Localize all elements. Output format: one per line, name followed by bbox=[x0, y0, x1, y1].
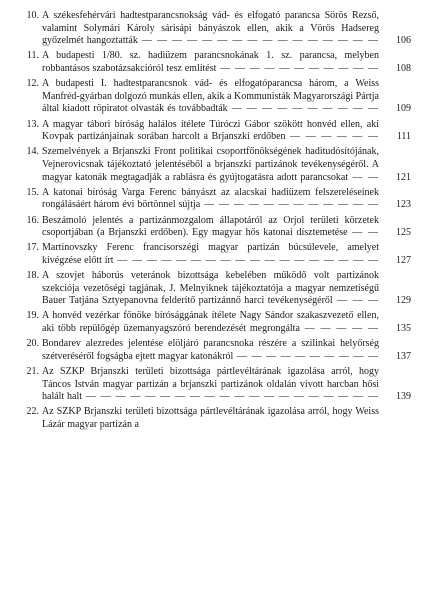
entry-page-number: 106 bbox=[396, 35, 411, 47]
entry-number: 22. bbox=[26, 406, 39, 418]
toc-entry bbox=[22, 146, 411, 184]
entry-title-text: Martinovszky Ferenc francisorszégi magyar partizán búcsúlevele, amelyet kivégzése előtt írt — — — bbox=[42, 242, 379, 267]
toc-entry bbox=[22, 406, 411, 431]
entry-title bbox=[42, 310, 385, 335]
entry-number: 10. bbox=[26, 10, 39, 21]
entry-number: 21. bbox=[26, 366, 39, 378]
entry-title-text: A szovjet háborús veteránok bizottsága kebelében működő volt partizánok szekciója vezetőségi tagjának, J. Melnyiknek tájékoztatója a magyar nemzetiségű Bauer Tatjána Sztyepanovna felderítő partizánnő harci tevékenységéről — — — bbox=[42, 270, 379, 308]
toc-entry bbox=[22, 242, 411, 267]
entry-title-text: A magyar tábori bíróság halálos ítélete Túróczi Gábor szökött honvéd ellen, aki Kovpak partizánjainak sorában harcolt a Brjanszki erdőben — — — bbox=[42, 119, 379, 144]
entry-title-text: Bondarev alezredes jelentése elöljáró parancsnoka részére a szilinkai helyőrség szétveréséről fogságba ejtett magyar katonákról — — — bbox=[42, 338, 379, 363]
entry-title bbox=[42, 119, 385, 144]
toc-entry bbox=[22, 366, 411, 404]
entry-title-text: Szemelvények a Brjanszki Front politikai csoportfőnökségének haditudósítójának, Vejnerovicsnak tájékoztató jelentéséből a brjanszki partizánok tevékenységéről. A magyar katonák megtagadják a rablásra és gyújtogatásra adott parancsokat — — — bbox=[42, 146, 379, 184]
entry-number: 19. bbox=[26, 310, 39, 322]
entry-number: 20. bbox=[26, 338, 39, 350]
toc-entry bbox=[22, 270, 411, 308]
entry-number: 12. bbox=[26, 78, 39, 90]
toc-entry bbox=[22, 338, 411, 363]
entry-title bbox=[42, 78, 385, 116]
entry-number: 14. bbox=[26, 146, 39, 158]
entry-title bbox=[42, 50, 385, 75]
toc-entry bbox=[22, 187, 411, 212]
entry-title-text: A budapesti 1/80. sz. hadiüzem parancsnokának 1. sz. parancsa, melyben robbantásos szabotázsakcióról tesz említést — — — bbox=[42, 50, 379, 75]
entry-title bbox=[42, 366, 385, 404]
entry-page-number: 109 bbox=[396, 103, 411, 115]
entry-title bbox=[42, 406, 385, 431]
entry-title bbox=[42, 242, 385, 267]
entry-page-number: 129 bbox=[396, 295, 411, 307]
entry-title-text: A katonai bíróság Varga Ferenc bányászt az alacskai hadiüzem felszereléseinek rongálásáért három évi börtönnel sújtja — — — bbox=[42, 187, 379, 212]
entry-title-text: A budapesti I. hadtestparancsnok vád- és elfogatóparancsa három, a Weiss Manfréd-gyárban dolgozó munkás ellen, akik a Kommunisták Magyarországi Pártja által kiadott röpiratot olvasták és továbbadták — — — bbox=[42, 78, 379, 116]
entry-number: 15. bbox=[26, 186, 39, 198]
entry-number: 17. bbox=[26, 242, 39, 254]
toc-entry bbox=[22, 119, 411, 144]
entry-title bbox=[42, 187, 385, 212]
entry-page-number: 108 bbox=[396, 62, 411, 74]
entry-title-text: A székesfehérvári hadtestparancsnokság vád- és elfogató parancsa Sörös Rezső, valamint Solymári Károly sárisápi bányászok ellen, akik a Vörös Hadsereg győzelmét hangoztatták — — — bbox=[42, 10, 379, 48]
entry-page-number: 135 bbox=[396, 323, 411, 335]
entry-title bbox=[42, 270, 385, 308]
entry-title bbox=[42, 215, 385, 240]
entry-number: 18. bbox=[26, 270, 39, 282]
entry-page-number: 139 bbox=[396, 391, 411, 403]
entry-title-text: Beszámoló jelentés a partizánmozgalom állapotáról az Orjol területi körzetek csoportjában (a Brjanszki erdőben). Egy magyar hős katonai dísztemetése — — — bbox=[42, 215, 379, 240]
toc-entry bbox=[22, 50, 411, 75]
entry-title-text: Az SZKP Brjanszki területi bizottsága pártlevéltárának igazolása arról, hogy Táncos István magyar partizán a brjanszki partizánok oldalán vívott harcban hősi halált halt — — — bbox=[42, 366, 379, 404]
entry-page-number: 111 bbox=[396, 131, 411, 143]
entry-number: 16. bbox=[26, 214, 39, 226]
entry-page-number: 121 bbox=[396, 171, 411, 183]
entry-title-text: A honvéd vezérkar főnöke bírósággának ítélete Nagy Sándor szakaszvezető ellen, aki több repülőgép üzemanyagszóró berendezését megrongálta — — — bbox=[42, 310, 379, 335]
toc-entry bbox=[22, 78, 411, 116]
entry-title-text: Az SZKP Brjanszki területi bizottsága pártlevéltárának igazolása arról, hogy Weiss Lázár magyar partizán a bbox=[42, 406, 379, 431]
entry-page-number: 125 bbox=[396, 227, 411, 239]
entry-number: 11. bbox=[26, 50, 39, 62]
toc-entry bbox=[22, 310, 411, 335]
toc-entry bbox=[22, 10, 411, 48]
entry-page-number: 123 bbox=[396, 199, 411, 211]
entry-title bbox=[42, 338, 385, 363]
entry-title bbox=[42, 10, 385, 48]
entry-title bbox=[42, 146, 385, 184]
toc-entry bbox=[22, 215, 411, 240]
entry-page-number: 137 bbox=[396, 350, 411, 362]
entry-page-number: 127 bbox=[396, 254, 411, 266]
entry-number: 13. bbox=[26, 118, 39, 130]
